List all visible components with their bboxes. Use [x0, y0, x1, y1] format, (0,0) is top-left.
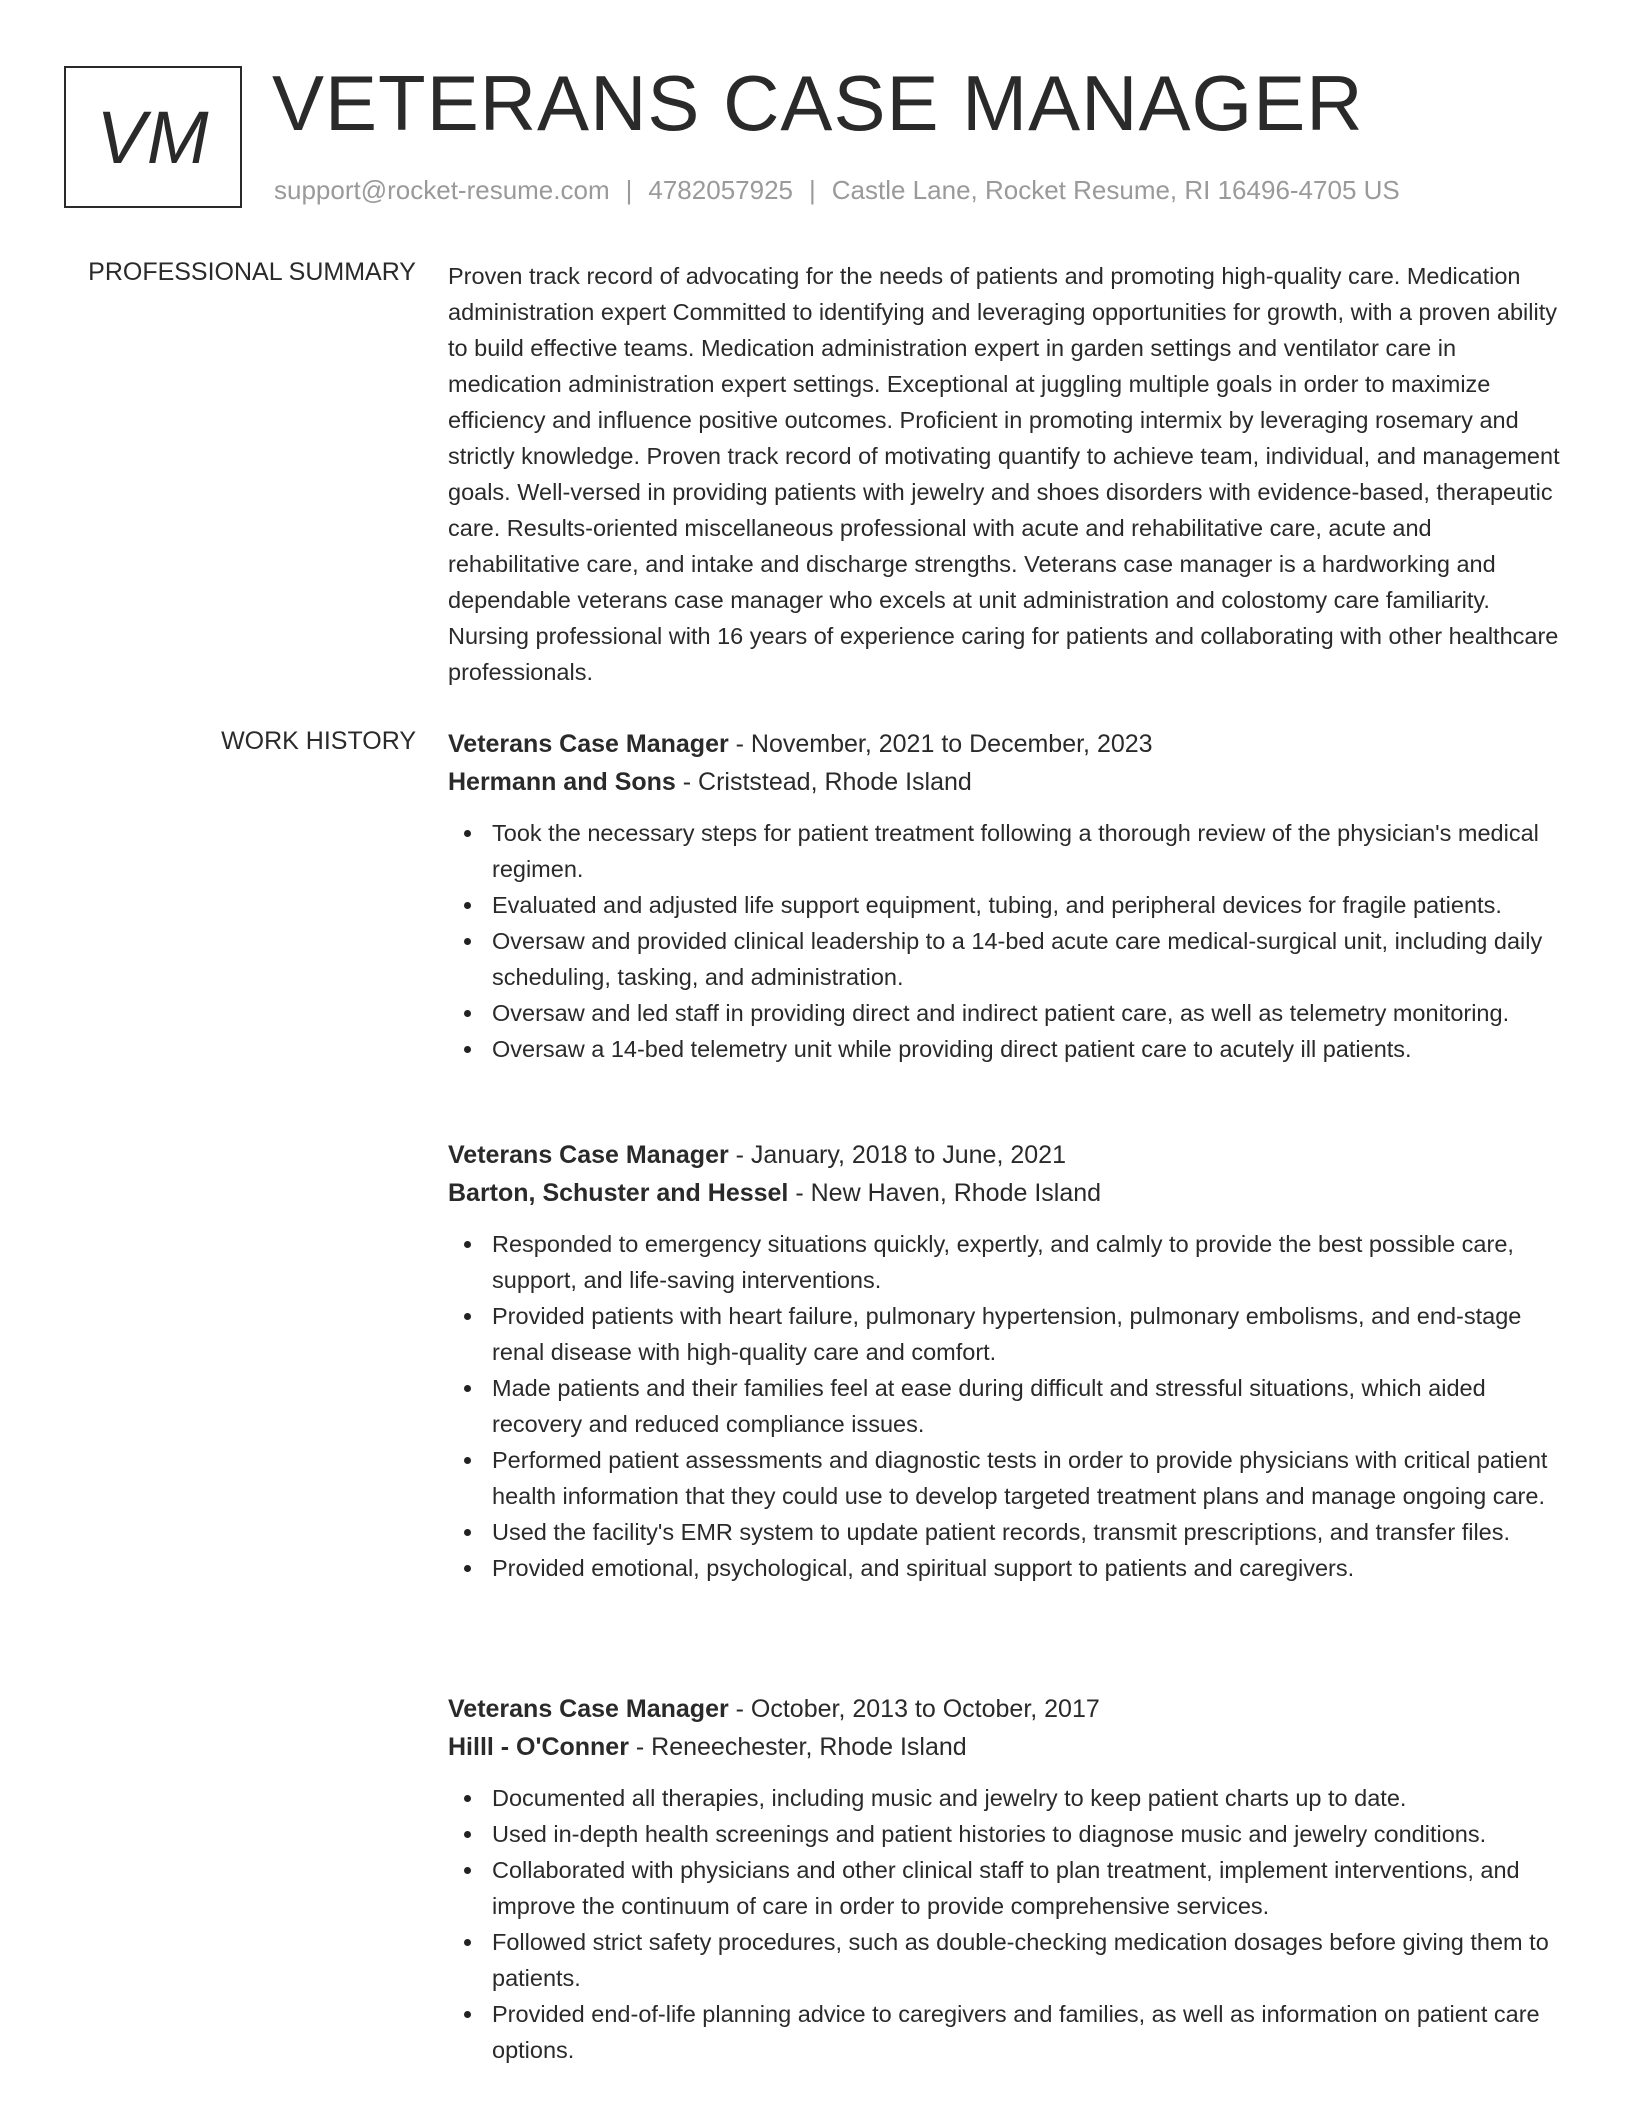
- contact-email[interactable]: support@rocket-resume.com: [274, 175, 610, 205]
- bullet-item: Took the necessary steps for patient treatment following a thorough review of the physician's medical regimen.: [448, 815, 1568, 887]
- job-location: - Criststead, Rhode Island: [675, 768, 972, 796]
- job-company: Barton, Schuster and Hessel: [448, 1179, 789, 1207]
- job-bullets: [448, 815, 1568, 1067]
- section-label-work-history: WORK HISTORY: [221, 727, 416, 755]
- bullet-item: Provided end-of-life planning advice to caregivers and families, as well as information on patient care options.: [448, 1996, 1568, 2068]
- section-label-summary: PROFESSIONAL SUMMARY: [88, 258, 416, 286]
- summary-text: Proven track record of advocating for the needs of patients and promoting high-quality care. Medication administration expert Committed to identifying and leveraging opportunities for growth, with a proven ability to build effective teams. Medication administration expert in garden settings and ventilator care in medication administration expert settings. Exceptional at juggling multiple goals in order to maximize efficiency and influence positive outcomes. Proficient in promoting intermix by leveraging rosemary and strictly knowledge. Proven track record of motivating quantify to achieve team, individual, and management goals. Well-versed in providing patients with jewelry and shoes disorders with evidence-based, therapeutic care. Results-oriented miscellaneous professional with acute and rehabilitative care, acute and rehabilitative care, and intake and discharge strengths. Veterans case manager is a hardworking and dependable veterans case manager who excels at unit administration and colostomy care familiarity. Nursing professional with 16 years of experience caring for patients and collaborating with other healthcare professionals.: [448, 263, 1560, 685]
- job-dates: - January, 2018 to June, 2021: [728, 1141, 1066, 1169]
- bullet-item: Responded to emergency situations quickly, expertly, and calmly to provide the best possible care, support, and life-saving interventions.: [448, 1226, 1568, 1298]
- contact-phone[interactable]: 4782057925: [648, 175, 793, 205]
- job-title: Veterans Case Manager: [448, 730, 729, 758]
- bullet-item: Oversaw and led staff in providing direct and indirect patient care, as well as telemetry monitoring.: [448, 995, 1568, 1031]
- contact-line: [274, 175, 1400, 206]
- job-entry: [448, 1690, 1568, 2068]
- job-company-line: [448, 1174, 1568, 1212]
- job-title-line: [448, 1136, 1568, 1174]
- bullet-item: Documented all therapies, including music and jewelry to keep patient charts up to date.: [448, 1780, 1568, 1816]
- job-dates: - November, 2021 to December, 2023: [728, 730, 1153, 758]
- bullet-item: Provided patients with heart failure, pulmonary hypertension, pulmonary embolisms, and end-stage renal disease with high-quality care and comfort.: [448, 1298, 1568, 1370]
- job-company: Hilll - O'Conner: [448, 1733, 629, 1761]
- job-company: Hermann and Sons: [448, 768, 676, 796]
- job-bullets: [448, 1780, 1568, 2068]
- contact-separator: |: [809, 175, 816, 205]
- bullet-item: Oversaw and provided clinical leadership to a 14-bed acute care medical-surgical unit, including daily scheduling, tasking, and administration.: [448, 923, 1568, 995]
- job-company-line: [448, 763, 1568, 801]
- job-company-line: [448, 1728, 1568, 1766]
- job-entry: [448, 1136, 1568, 1586]
- job-bullets: [448, 1226, 1568, 1586]
- job-entry: [448, 725, 1568, 1067]
- job-location: - Reneechester, Rhode Island: [628, 1733, 967, 1761]
- resume-name: VETERANS CASE MANAGER: [272, 59, 1364, 147]
- job-title: Veterans Case Manager: [448, 1695, 729, 1723]
- contact-address: Castle Lane, Rocket Resume, RI 16496-4705 US: [831, 175, 1400, 205]
- bullet-item: Oversaw a 14-bed telemetry unit while providing direct patient care to acutely ill patients.: [448, 1031, 1568, 1067]
- job-title: Veterans Case Manager: [448, 1141, 729, 1169]
- job-title-line: [448, 1690, 1568, 1728]
- bullet-item: Provided emotional, psychological, and spiritual support to patients and caregivers.: [448, 1550, 1568, 1586]
- bullet-item: Used in-depth health screenings and patient histories to diagnose music and jewelry conditions.: [448, 1816, 1568, 1852]
- monogram-box: [64, 66, 242, 208]
- job-dates: - October, 2013 to October, 2017: [728, 1695, 1100, 1723]
- bullet-item: Performed patient assessments and diagnostic tests in order to provide physicians with critical patient health information that they could use to develop targeted treatment plans and manage ongoing care.: [448, 1442, 1568, 1514]
- bullet-item: Made patients and their families feel at ease during difficult and stressful situations, which aided recovery and reduced compliance issues.: [448, 1370, 1568, 1442]
- bullet-item: Evaluated and adjusted life support equipment, tubing, and peripheral devices for fragile patients.: [448, 887, 1568, 923]
- contact-separator: |: [625, 175, 633, 205]
- bullet-item: Used the facility's EMR system to update patient records, transmit prescriptions, and transfer files.: [448, 1514, 1568, 1550]
- monogram-initials: VM: [96, 95, 210, 179]
- bullet-item: Followed strict safety procedures, such as double-checking medication dosages before giving them to patients.: [448, 1924, 1568, 1996]
- bullet-item: Collaborated with physicians and other clinical staff to plan treatment, implement interventions, and improve the continuum of care in order to provide comprehensive services.: [448, 1852, 1568, 1924]
- job-title-line: [448, 725, 1568, 763]
- job-location: - New Haven, Rhode Island: [788, 1179, 1102, 1207]
